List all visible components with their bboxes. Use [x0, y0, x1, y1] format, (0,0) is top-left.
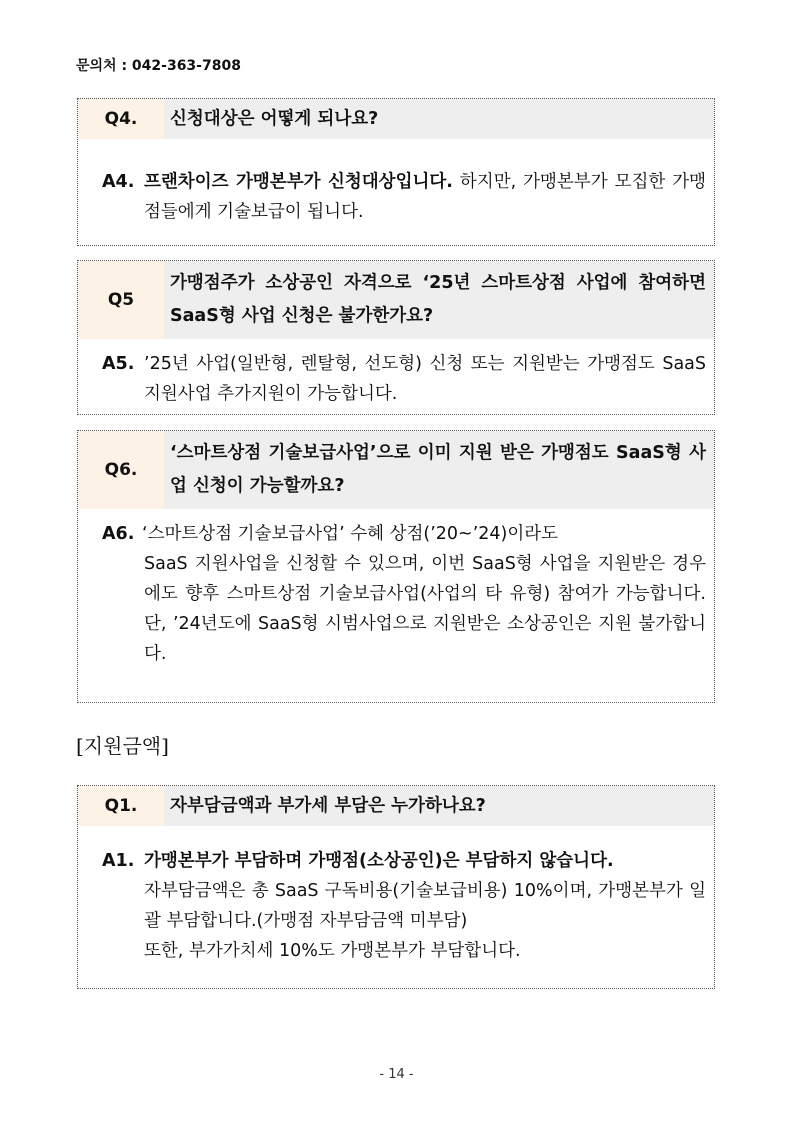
question-label: Q5: [78, 261, 164, 339]
answer-last: 또한, 부가가치세 10%도 가맹본부가 부담합니다.: [144, 941, 521, 961]
answer-first-line: ‘스마트상점 기술보급사업’ 수혜 상점(’20~’24)이라도: [142, 524, 559, 544]
question-row: [78, 99, 714, 139]
question-text: 신청대상은 어떻게 되나요?: [170, 109, 379, 129]
question-text: ‘스마트상점 기술보급사업’으로 이미 지원 받은 가맹점도 SaaS형 사업 신청이 가능할까요?: [170, 443, 706, 496]
question-label: Q1.: [78, 786, 164, 826]
answer-row: [78, 139, 714, 239]
question-label: Q6.: [78, 431, 164, 509]
answer-text: ’25년 사업(일반형, 렌탈형, 선도형) 신청 또는 지원받는 가맹점도 SaaS 지원사업 추가지원이 가능합니다.: [144, 354, 706, 404]
answer-label: A5.: [102, 354, 135, 374]
answer-rest: SaaS 지원사업을 신청할 수 있으며, 이번 SaaS형 사업을 지원받은 경우에도 향후 스마트상점 기술보급사업(사업의 타 유형) 참여가 가능합니다. 단, ’24년도에 SaaS형 시범사업으로 지원받은 소상공인은 지원 불가합니다.: [144, 554, 706, 664]
faq-box-q4: [77, 98, 715, 246]
question-row: [78, 786, 714, 826]
answer-text: [144, 846, 706, 966]
answer-label: A6.: [102, 524, 135, 544]
answer-mid: 자부담금액은 총 SaaS 구독비용(기술보급비용) 10%이며, 가맹본부가 일괄 부담합니다.(가맹점 자부담금액 미부담): [144, 881, 706, 931]
question-text: 가맹점주가 소상공인 자격으로 ‘25년 스마트상점 사업에 참여하면 SaaS형 사업 신청은 불가한가요?: [170, 273, 706, 326]
answer-text: [144, 167, 706, 227]
faq-box-q1: [77, 785, 715, 989]
question-text: 자부담금액과 부가세 부담은 누가하나요?: [170, 796, 486, 816]
answer-label: A1.: [102, 851, 135, 871]
answer-label: A4.: [102, 172, 135, 192]
contact-info: 문의처 : 042-363-7808: [76, 58, 241, 74]
answer-row: [78, 339, 714, 421]
question-row: [78, 431, 714, 509]
page-number: - 14 -: [379, 1067, 414, 1082]
answer-row: [78, 826, 714, 978]
answer-bold: 프랜차이즈 가맹본부가 신청대상입니다.: [144, 172, 453, 192]
question-row: [78, 261, 714, 339]
question-label: Q4.: [78, 99, 164, 139]
answer-row: [78, 509, 714, 681]
answer-bold: 가맹본부가 부담하며 가맹점(소상공인)은 부담하지 않습니다.: [144, 851, 614, 871]
faq-box-q5: [77, 260, 715, 415]
faq-box-q6: [77, 430, 715, 703]
answer-rest: 하지만, 가맹본부가 모집한 가맹점들에게 기술보급이 됩니다.: [144, 172, 706, 222]
answer-text: [144, 519, 706, 669]
section-title: [지원금액]: [76, 734, 169, 758]
